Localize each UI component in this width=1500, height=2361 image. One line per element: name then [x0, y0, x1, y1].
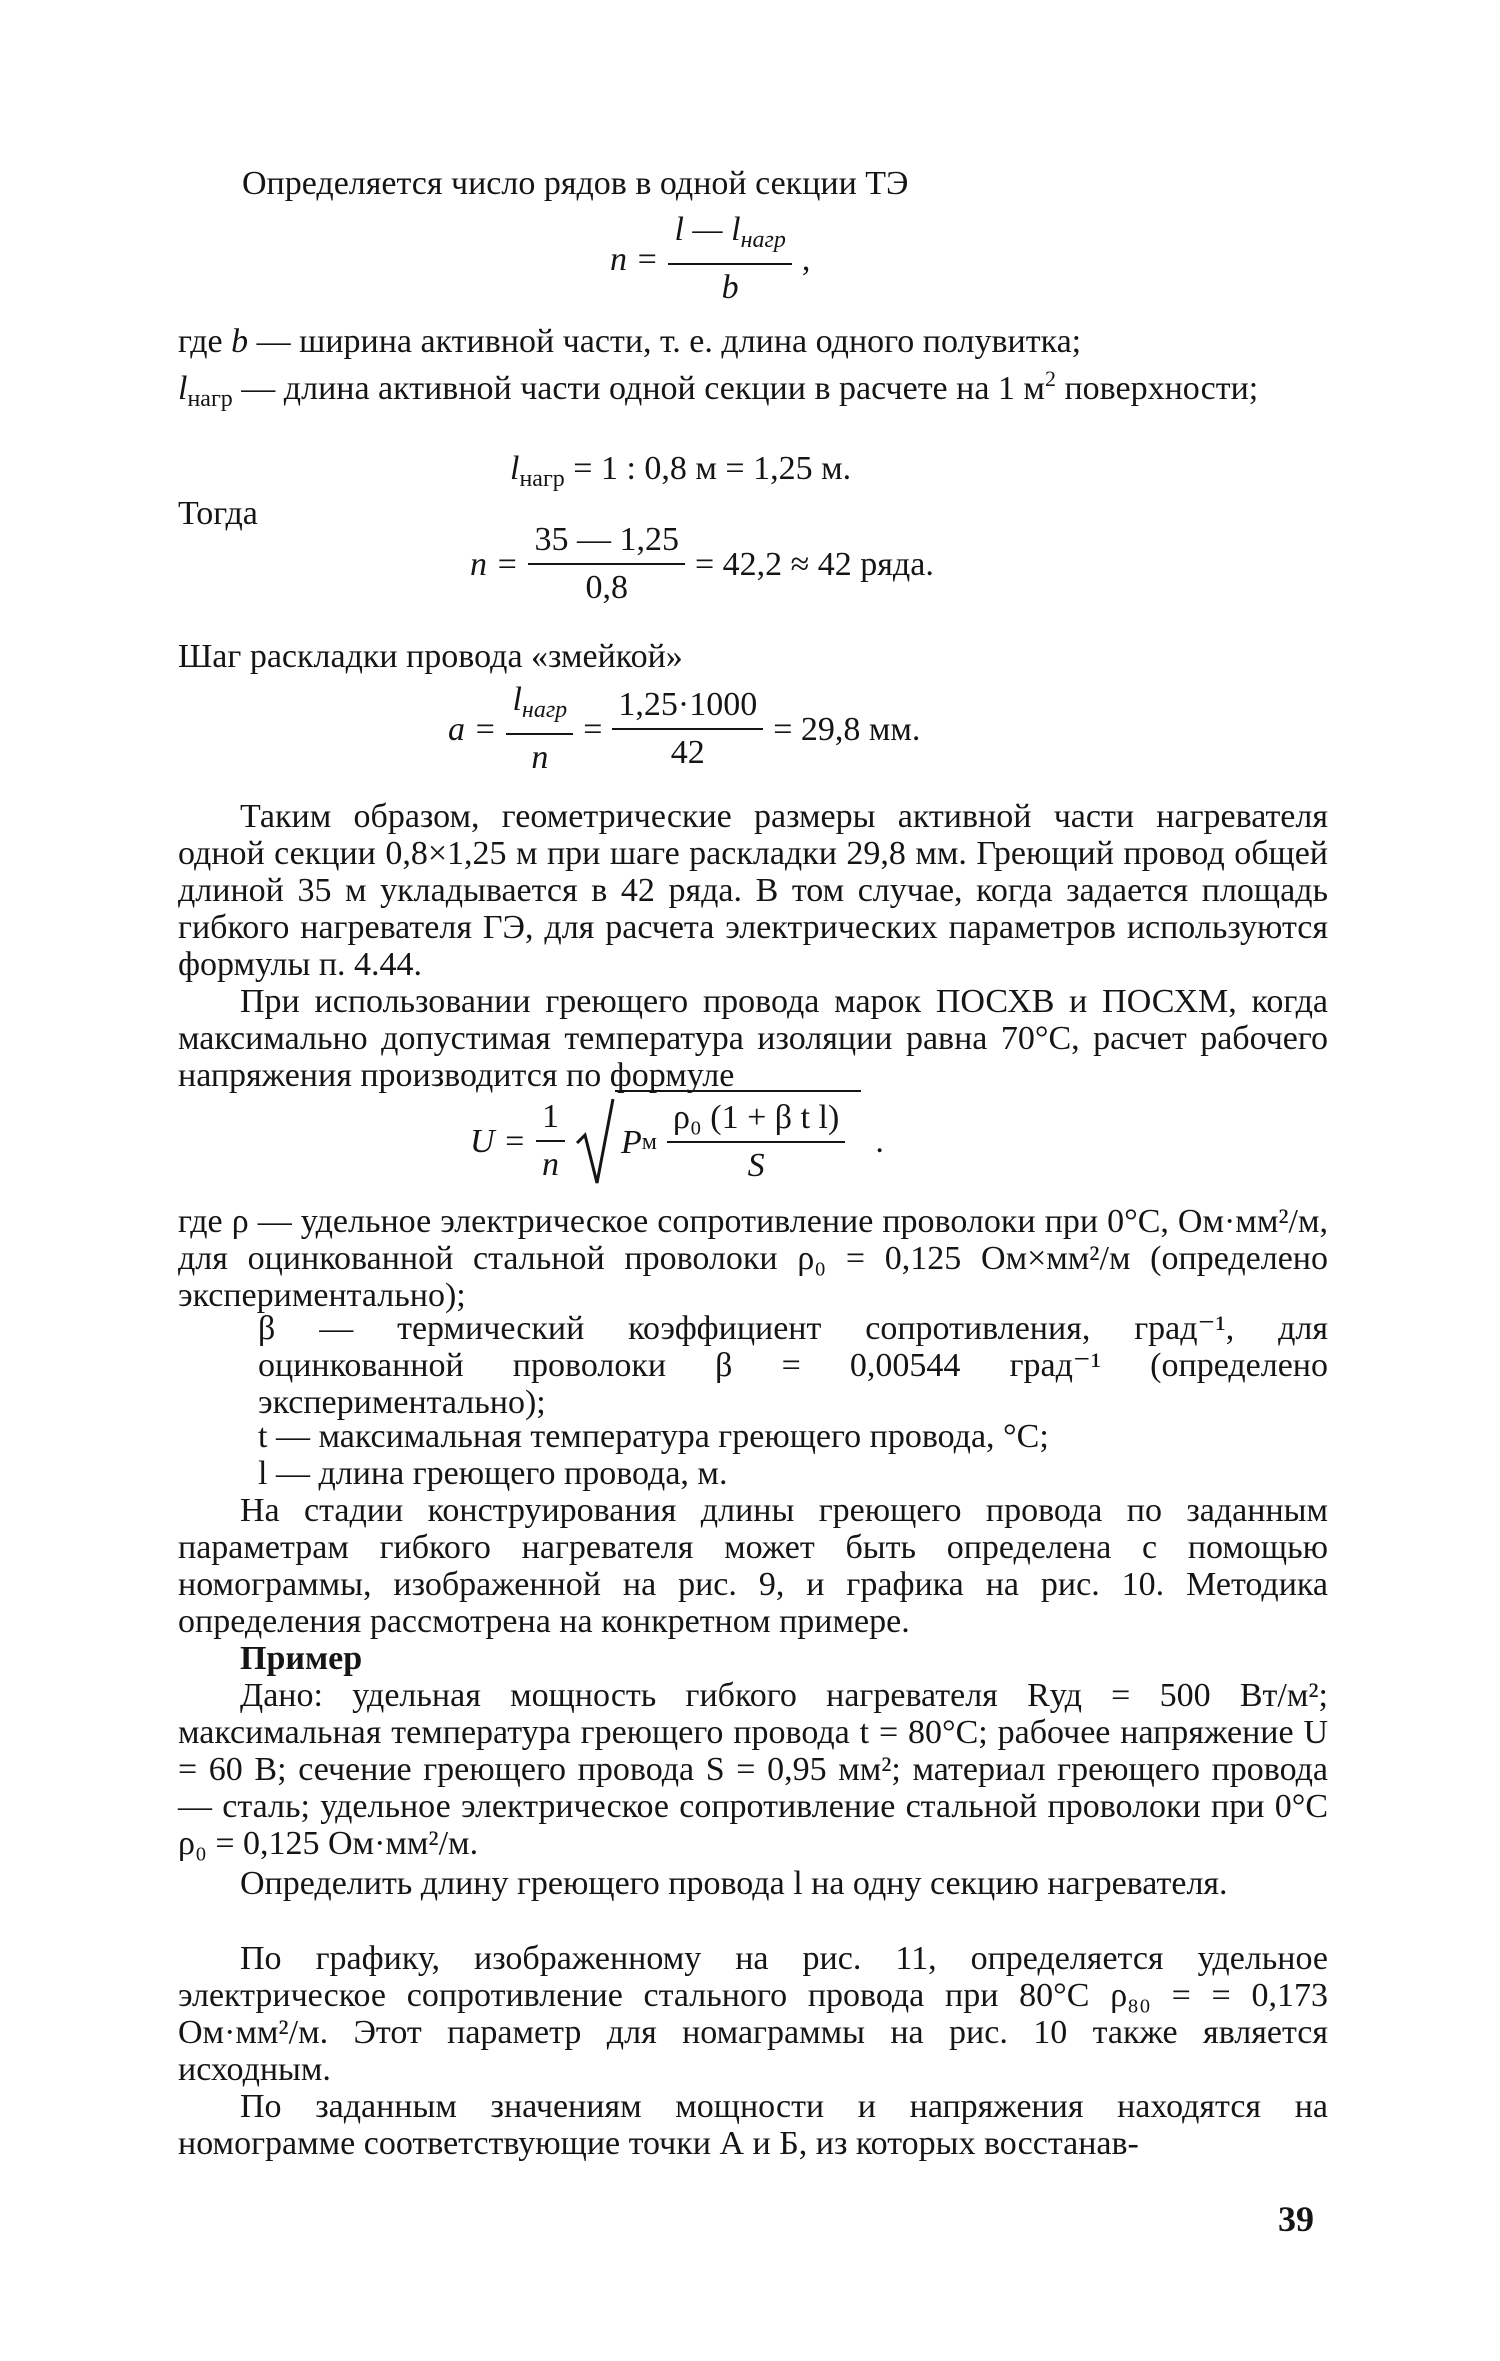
paragraph-nomogram: На стадии конструирования длины греющего провода по заданным параметрам гибкого нагревателя может быть определена с помощью номограммы, изображенной на рис. 9, и графика на рис. 10. Методика определения рассмотрена на конкретном примере.: [178, 1492, 1328, 1640]
eq5-radical: [575, 1095, 861, 1187]
paragraph-given: Дано: удельная мощность гибкого нагревателя Rуд = 500 Вт/м²; максимальная температура греющего провода t = 80°С; рабочее напряжение U = 60 В; сечение греющего провода S = 0,95 мм²; материал греющего провода — сталь; удельное электрическое сопротивление стальной проволоки при 0°С ρ₀ = 0,125 Ом·мм²/м.: [178, 1677, 1328, 1862]
where-lnagr-line: $l_{нагр}$ — длина активной части одной секции в расчете на 1 $м^2$ поверхности;: [178, 366, 1259, 412]
eq3-denominator: 0,8: [585, 569, 628, 606]
eq5-fraction-1: [536, 1097, 565, 1185]
equation-lnagr: $l_{нагр} = 1$ : 0,8 м = 1,25 м.: [510, 450, 852, 492]
example-heading: Пример: [240, 1640, 363, 1677]
paragraph-geometry: Таким образом, геометрические размеры активной части нагревателя одной секции 0,8×1,25 м при шаге раскладки 29,8 мм. Греющий провод общей длиной 35 м укладывается в 42 ряда. В том случае, когда задается площадь гибкого нагревателя ГЭ, для расчета электрических параметров используются формулы п. 4.44.: [178, 798, 1328, 983]
eq5-radicand: P м $\frac{\text{ρ₀ (1 + β t l)}}{S}$: [615, 1090, 861, 1186]
eq4-numerator-2: 1,25·1000: [612, 685, 763, 730]
eq5-denominator-1: n: [542, 1146, 559, 1183]
eq5-numerator-2: ρ₀ (1 + β t l): [667, 1098, 845, 1143]
eq5-tail: .: [875, 1122, 884, 1160]
eq1-fraction: [668, 210, 791, 308]
intro-text: Определяется число рядов в одной секции ТЭ: [242, 165, 909, 202]
eq4-numerator-1: $l_{нагр}$: [506, 680, 573, 735]
then-label: Тогда: [178, 495, 258, 532]
sqrt-sign-icon: [575, 1095, 615, 1187]
eq4-fraction-1: [506, 680, 573, 778]
where-rho: где ρ — удельное электрическое сопротивление проволоки при 0°С, Ом·мм²/м, для оцинкованной стальной проволоки ρ₀ = 0,125 Ом×мм²/м (определено экспериментально);: [178, 1203, 1328, 1314]
eq1-tail: ,: [801, 240, 811, 278]
eq5-lhs: U =: [470, 1122, 526, 1160]
paragraph-task: Определить длину греющего провода l на одну секцию нагревателя.: [240, 1865, 1228, 1902]
equation-rows-result: [470, 520, 934, 608]
page-number: 39: [1278, 2199, 1314, 2239]
where-beta: β — термический коэффициент сопротивления, град⁻¹, для оцинкованной проволоки β = 0,00544 град⁻¹ (определено экспериментально);: [258, 1310, 1328, 1421]
paragraph-points: По заданным значениям мощности и напряжения находятся на номограмме соответствующие точки А и Б, из которых восстанав-: [178, 2088, 1328, 2162]
step-heading: Шаг раскладки провода «змейкой»: [178, 638, 683, 675]
eq3-lhs: n =: [470, 545, 519, 583]
eq4-denominator-1: n: [531, 739, 549, 776]
eq5-numerator-1: 1: [536, 1097, 565, 1142]
eq1-numerator: l — $l_{нагр}$: [668, 210, 791, 265]
eq3-tail: = 42,2 ≈ 42 ряда.: [694, 545, 934, 583]
paragraph-voltage-intro: При использовании греющего провода марок ПОСХВ и ПОСХМ, когда максимально допустимая температура изоляции равна 70°С, расчет рабочего напряжения производится по формуле: [178, 983, 1328, 1094]
equation-rows-count: [610, 210, 810, 308]
eq5-fraction-2: [667, 1098, 845, 1186]
eq3-numerator: 35 — 1,25: [528, 520, 685, 565]
where-b-line: где b — ширина активной части, т. е. длина одного полувитка;: [178, 323, 1082, 360]
eq4-fraction-2: [612, 685, 763, 773]
eq5-denominator-2: S: [747, 1147, 765, 1184]
paragraph-graph: По графику, изображенному на рис. 11, определяется удельное электрическое сопротивление стального провода при 80°С ρ₈₀ = = 0,173 Ом·мм²/м. Этот параметр для номаграммы на рис. 10 также является исходным.: [178, 1940, 1328, 2088]
where-l: l — длина греющего провода, м.: [258, 1455, 728, 1492]
eq4-mid: =: [583, 710, 603, 748]
eq1-lhs: n =: [610, 240, 659, 278]
eq1-denominator: b: [721, 269, 739, 306]
where-t: t — максимальная температура греющего провода, °С;: [258, 1418, 1049, 1455]
eq4-lhs: a =: [448, 710, 497, 748]
eq3-fraction: [528, 520, 685, 608]
equation-voltage: [470, 1095, 884, 1187]
eq4-denominator-2: 42: [670, 734, 705, 771]
equation-step: [448, 680, 920, 778]
eq4-tail: = 29,8 мм.: [773, 710, 921, 748]
